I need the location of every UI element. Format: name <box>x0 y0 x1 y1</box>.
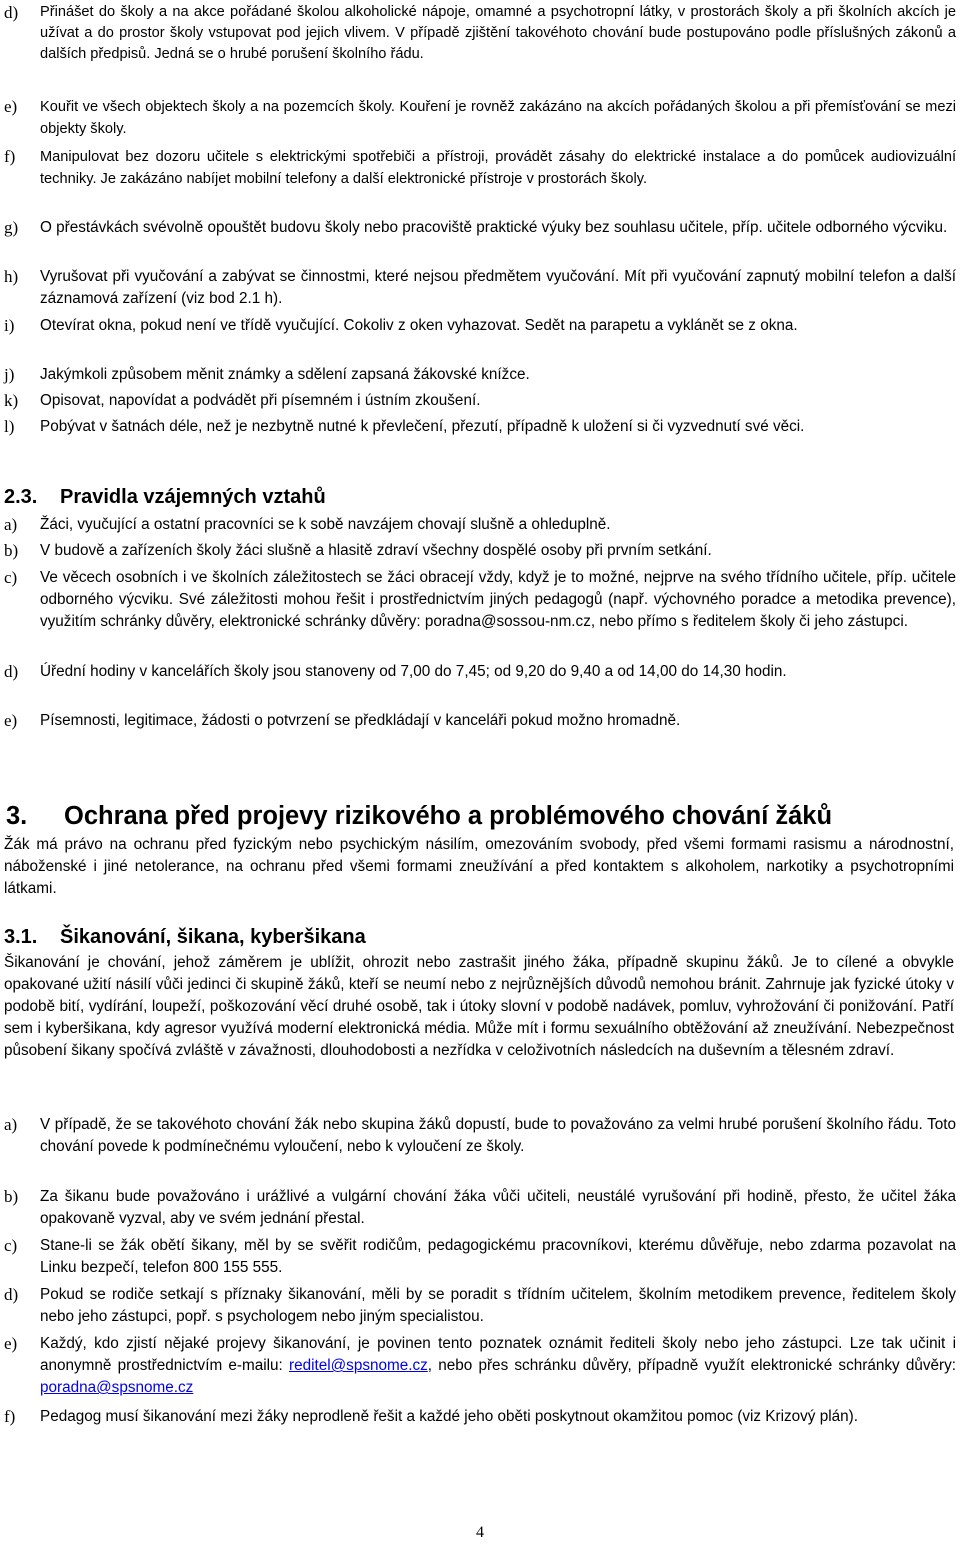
list-item-text: Písemnosti, legitimace, žádosti o potvrzení se předkládají v kanceláři pokud možno hromadně. <box>40 712 681 729</box>
section-title: Ochrana před projevy rizikového a problémového chování žáků <box>64 802 833 830</box>
section-number: 2.3. <box>4 486 38 508</box>
list-item-text: Úřední hodiny v kancelářích školy jsou stanoveny od 7,00 do 7,45; od 9,20 do 9,40 a od 14,00 do 14,30 hodin. <box>40 663 787 680</box>
section-title: Pravidla vzájemných vztahů <box>60 486 326 508</box>
list-item <box>4 1186 956 1230</box>
list-marker: e) <box>4 1334 18 1353</box>
list-item-text: Stane-li se žák obětí šikany, měl by se svěřit rodičům, pedagogickému pracovníkovi, kterému důvěřuje, nebo zdarma pozavolat na Linku bezpečí, telefon 800 155 555. <box>40 1237 956 1276</box>
list-item-text-part: Každý, kdo zjistí nějaké projevy šikanování, je povinen tento poznatek oznámit řediteli školy nebo jeho zástupci. Lze tak učinit i anonymně prostřednictvím e-mailu: <box>40 1335 956 1374</box>
list-item-text: Otevírat okna, pokud není ve třídě vyučující. Cokoliv z oken vyhazovat. Sedět na parapetu a vyklánět se z okna. <box>40 317 798 334</box>
section-title: Šikanování, šikana, kyberšikana <box>60 926 366 948</box>
list-item <box>4 514 956 536</box>
list-item-text: Jakýmkoli způsobem měnit známky a sdělení zapsaná žákovské knížce. <box>40 366 530 383</box>
list-item <box>4 661 956 683</box>
email-link-poradna[interactable]: poradna@spsnome.cz <box>40 1379 194 1396</box>
list-item <box>4 266 956 310</box>
list-marker: g) <box>4 218 19 237</box>
section-intro: Šikanování je chování, jehož záměrem je ublížit, ohrozit nebo zastrašit jiného žáka, případně skupinu žáků. Je to cílené a obvykle opakované užití násilí vůči jedinci či skupině žáků, kteří se neumí nebo z nejrůznějších důvodů nemohou bránit. Zahrnuje jak fyzické útoky v podobě bití, vydírání, loupeží, poškozování věcí druhé osobě, tak i útoky slovní v podobě nadávek, pomluv, vyhrožování či ponižování. Patří sem i kyberšikana, kdy agresor využívá moderní elektronická média. Může mít i formu sexuálního obtěžování až zneužívání. Nebezpečnost působení šikany spočívá zvláště v závažnosti, dlouhodobosti a nezřídka v celoživotních následcích na duševním a tělesném zdraví. <box>4 954 954 1059</box>
list-item-text: Opisovat, napovídat a podvádět při písemném i ústním zkoušení. <box>40 392 481 409</box>
list-marker: d) <box>4 662 19 681</box>
list-marker: a) <box>4 515 18 534</box>
list-item <box>4 315 956 337</box>
list-item <box>4 1235 956 1279</box>
email-link-reditel[interactable]: reditel@spsnome.cz <box>288 1357 428 1374</box>
list-marker: j) <box>4 365 15 384</box>
list-item <box>4 2 956 65</box>
list-item <box>4 1284 956 1328</box>
list-item <box>4 710 956 732</box>
list-item-text: Manipulovat bez dozoru učitele s elektrickými spotřebiči a přístroji, provádět zásahy do elektrické instalace a do pomůcek audiovizuální techniky. Je zakázáno nabíjet mobilní telefony a další elektronické přístroje v prostorách školy. <box>40 149 956 187</box>
list-item <box>4 567 956 633</box>
list-marker: e) <box>4 97 18 116</box>
list-marker: b) <box>4 541 19 560</box>
list-item <box>4 217 956 239</box>
section-intro: Žák má právo na ochranu před fyzickým nebo psychickým násilím, omezováním svobody, před všemi formami rasismu a národnostní, náboženské i jiné netolerance, na ochranu před všemi formami zneužívání a před kontaktem s alkoholem, narkotiky a psychotropními látkami. <box>4 836 954 897</box>
list-marker: b) <box>4 1187 19 1206</box>
list-item <box>4 416 956 438</box>
list-item <box>4 1333 956 1399</box>
list-marker: d) <box>4 1285 19 1304</box>
list-marker: f) <box>4 1407 16 1426</box>
list-marker: k) <box>4 391 19 410</box>
list-item <box>4 146 956 190</box>
list-item-text: Přinášet do školy a na akce pořádané školou alkoholické nápoje, omamné a psychotropní látky, v prostorách školy a při školních akcích je užívat a do prostor školy vstupovat pod jejich vlivem. V případě zjištění takovéhoto chování bude postupováno podle příslušných zákonů a dalších předpisů. Jedná se o hrubé porušení školního řádu. <box>40 4 956 62</box>
list-item-text: Vyrušovat při vyučování a zabývat se činnostmi, které nejsou předmětem vyučování. Mít při vyučování zapnutý mobilní telefon a další záznamová zařízení (viz bod 2.1 h). <box>40 268 956 307</box>
list-item-text: Ve věcech osobních i ve školních záležitostech se žáci obracejí vždy, když je to možné, nejprve na svého třídního učitele, příp. učitele odborného výcviku. Své záležitosti mohou řešit i prostřednictvím jiných pedagogů (např. výchovného poradce a metodika prevence), využitím schránky důvěry, elektronické schránky důvěry: poradna@sossou-nm.cz, nebo přímo s ředitelem školy či jeho zástupci. <box>40 569 956 630</box>
list-item-text: Žáci, vyučující a ostatní pracovníci se k sobě navzájem chovají slušně a ohleduplně. <box>40 516 611 533</box>
list-marker: l) <box>4 417 15 436</box>
list-item <box>4 364 956 386</box>
section-heading-3 <box>6 800 832 832</box>
list-item-text: Za šikanu bude považováno i urážlivé a vulgární chování žáka vůči učiteli, neustálé vyrušování při hodině, přesto, že učitel žáka opakovaně vyzval, aby ve svém jednání přestal. <box>40 1188 956 1227</box>
list-item-text: V budově a zařízeních školy žáci slušně a hlasitě zdraví všechny dospělé osoby při prvním setkání. <box>40 542 712 559</box>
list-item-text: Kouřit ve všech objektech školy a na pozemcích školy. Kouření je rovněž zakázáno na akcích pořádaných školou a při přemísťování se mezi objekty školy. <box>40 99 956 137</box>
list-marker: c) <box>4 568 18 587</box>
section-heading-2-3 <box>4 484 326 510</box>
list-marker: d) <box>4 3 19 22</box>
list-item-text: V případě, že se takovéhoto chování žák nebo skupina žáků dopustí, bude to považováno za velmi hrubé porušení školního řádu. Toto chování povede k podmínečnému vyloučení, nebo k vyloučení ze školy. <box>40 1116 956 1155</box>
list-item-text: Pokud se rodiče setkají s příznaky šikanování, měli by se poradit s třídním učitelem, školním metodikem prevence, ředitelem školy nebo jeho zástupci, popř. s psychologem nebo jiným specialistou. <box>40 1286 956 1325</box>
list-item-text: Pedagog musí šikanování mezi žáky neprodleně řešit a každé jeho oběti poskytnout okamžitou pomoc (viz Krizový plán). <box>40 1408 858 1425</box>
list-item <box>4 1114 956 1158</box>
list-item <box>4 540 956 562</box>
list-item <box>4 96 956 140</box>
list-marker: c) <box>4 1236 18 1255</box>
list-marker: a) <box>4 1115 18 1134</box>
list-marker: e) <box>4 711 18 730</box>
list-item-text: Pobývat v šatnách déle, než je nezbytně nutné k převlečení, přezutí, případně k uložení si či vyzvednutí své věci. <box>40 418 805 435</box>
list-item <box>4 390 956 412</box>
section-number: 3. <box>6 802 28 830</box>
list-marker: f) <box>4 147 16 166</box>
list-marker: h) <box>4 267 19 286</box>
list-item-text-part: , nebo přes schránku důvěry, případně využít elektronické schránky důvěry: <box>427 1357 956 1374</box>
list-item-text <box>40 1333 956 1399</box>
section-number: 3.1. <box>4 926 38 948</box>
list-marker: i) <box>4 316 15 335</box>
section-heading-3-1 <box>4 924 366 950</box>
list-item <box>4 1406 956 1428</box>
list-item-text: O přestávkách svévolně opouštět budovu školy nebo pracoviště praktické výuky bez souhlasu učitele, příp. učitele odborného výcviku. <box>40 219 948 236</box>
page-number: 4 <box>476 1524 484 1541</box>
